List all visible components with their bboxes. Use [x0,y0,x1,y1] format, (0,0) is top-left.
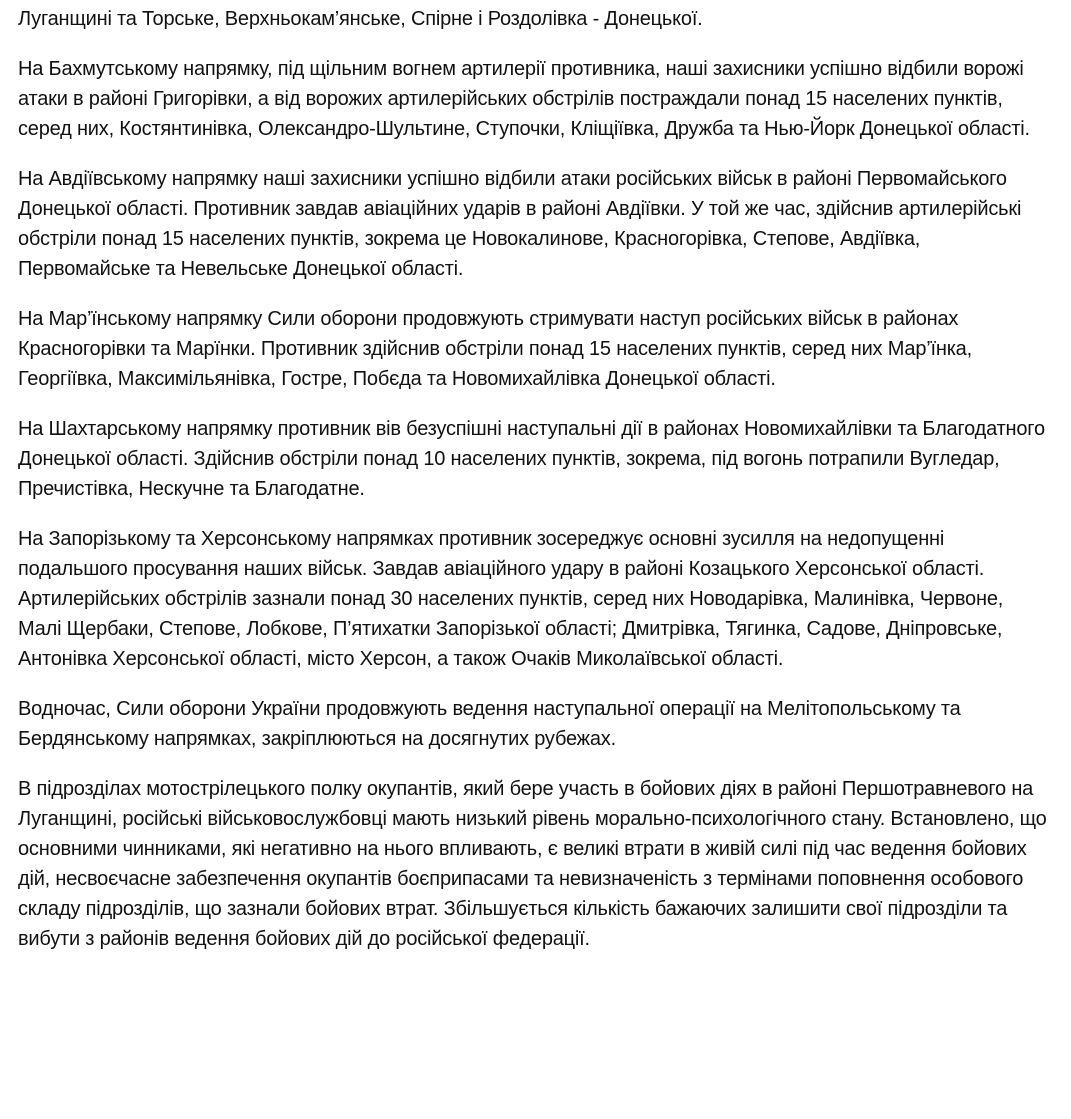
report-paragraph-offensive-operation: Водночас, Сили оборони України продовжують ведення наступальної операції на Мелітопольському та Бердянському напрямках, закріплюються на досягнутих рубежах. [18,698,961,750]
report-paragraph-continuation: Луганщині та Торське, Верхньокам’янське, Спірне і Роздолівка - Донецької. [18,8,703,30]
report-paragraph-enemy-morale: В підрозділах мотострілецького полку окупантів, який бере участь в бойових діях в районі Першотравневого на Луганщині, російські військовослужбовці мають низький рівень морально-психологічного стану. Встановлено, що основними чинниками, які негативно на нього впливають, є великі втрати в живій силі під час ведення бойових дій, несвоєчасне забезпечення окупантів боєприпасами та невизначеність з термінами поповнення особового складу підрозділів, що зазнали бойових втрат. Збільшується кількість бажаючих залишити свої підрозділи та вибути з районів ведення бойових дій до російської федерації. [18,778,1047,950]
report-paragraph-zaporizhzhia-kherson: На Запорізькому та Херсонському напрямках противник зосереджує основні зусилля на недопущенні подальшого просування наших військ. Завдав авіаційного удару в районі Козацького Херсонської області. Артилерійських обстрілів зазнали понад 30 населених пунктів, серед них Новодарівка, Малинівка, Червоне, Малі Щербаки, Степове, Лобкове, П’ятихатки Запорізької області; Дмитрівка, Тягинка, Садове, Дніпровське, Антонівка Херсонської області, місто Херсон, а також Очаків Миколаївської області. [18,528,1004,670]
report-paragraph-marinka: На Мар’їнському напрямку Сили оборони продовжують стримувати наступ російських військ в районах Красногорівки та Марїнки. Противник здійснив обстріли понад 15 населених пунктів, серед них Мар’їнка, Георгіївка, Максимільянівка, Гостре, Побєда та Новомихайлівка Донецької області. [18,308,972,390]
report-paragraph-shakhtarske: На Шахтарському напрямку противник вів безуспішні наступальні дії в районах Новомихайлівки та Благодатного Донецької області. Здійснив обстріли понад 10 населених пунктів, зокрема, під вогонь потрапили Вугледар, Пречистівка, Нескучне та Благодатне. [18,418,1045,500]
report-paragraph-avdiivka: На Авдіївському напрямку наші захисники успішно відбили атаки російських військ в районі Первомайського Донецької області. Противник завдав авіаційних ударів в районі Авдіївки. У той же час, здійснив артилерійські обстріли понад 15 населених пунктів, зокрема це Новокалинове, Красногорівка, Степове, Авдіївка, Первомайське та Невельське Донецької області. [18,168,1022,280]
report-paragraph-bakhmut: На Бахмутському напрямку, під щільним вогнем артилерії противника, наші захисники успішно відбили ворожі атаки в районі Григорівки, а від ворожих артилерійських обстрілів постраждали понад 15 населених пунктів, серед них, Костянтинівка, Олександро-Шультине, Ступочки, Кліщіївка, Дружба та Нью-Йорк Донецької області. [18,58,1030,140]
